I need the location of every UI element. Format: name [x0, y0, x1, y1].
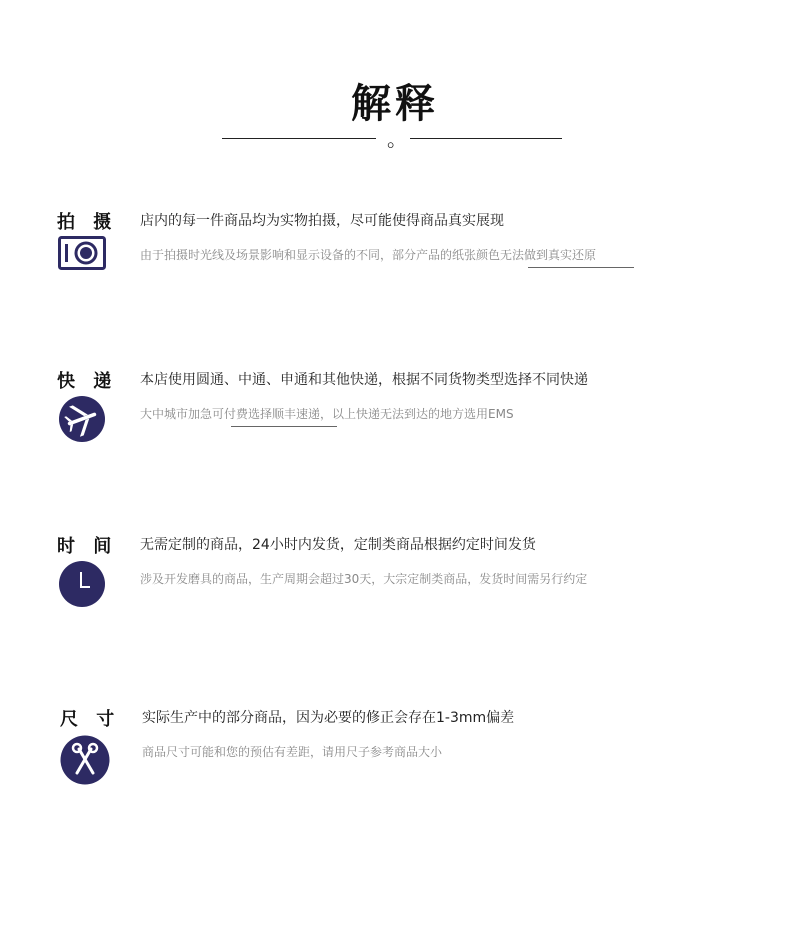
- camera-icon: [58, 236, 106, 284]
- section-label: 拍 摄: [57, 212, 118, 233]
- section-label: 时 间: [57, 536, 118, 557]
- airplane-icon: [58, 395, 106, 443]
- section-time: [0, 532, 790, 632]
- section-sub-text: 商品尺寸可能和您的预估有差距，请用尺子参考商品大小: [142, 745, 443, 759]
- page-title: 解释: [351, 81, 439, 127]
- title-dot: 。: [387, 127, 407, 151]
- section-sub-text: 大中城市加急可付费选择顺丰速递，以上快递无法到达的地方选用EMS: [140, 407, 514, 421]
- highlight-underline: [528, 267, 634, 268]
- section-main-text: 店内的每一件商品均为实物拍摄，尽可能使得商品真实展现: [140, 213, 504, 229]
- section-size: [0, 705, 790, 805]
- section-photography: [0, 208, 790, 308]
- section-sub-text: 涉及开发磨具的商品，生产周期会超过30天，大宗定制类商品，发货时间需另行约定: [140, 572, 588, 586]
- highlight-underline: [231, 426, 337, 427]
- section-delivery: [0, 367, 790, 467]
- section-main-text: 实际生产中的部分商品，因为必要的修正会存在1-3mm偏差: [142, 710, 515, 726]
- scissors-icon: [60, 735, 110, 785]
- section-label: 快 递: [57, 371, 118, 392]
- section-sub-text: 由于拍摄时光线及场景影响和显示设备的不同，部分产品的纸张颜色无法做到真实还原: [140, 248, 597, 262]
- section-main-text: 无需定制的商品，24小时内发货，定制类商品根据约定时间发货: [140, 537, 536, 553]
- title-divider-left: [222, 138, 376, 139]
- section-main-text: 本店使用圆通、中通、申通和其他快递，根据不同货物类型选择不同快递: [140, 372, 588, 388]
- title-divider-right: [410, 138, 562, 139]
- section-label: 尺 寸: [60, 709, 121, 730]
- clock-icon: [58, 560, 106, 608]
